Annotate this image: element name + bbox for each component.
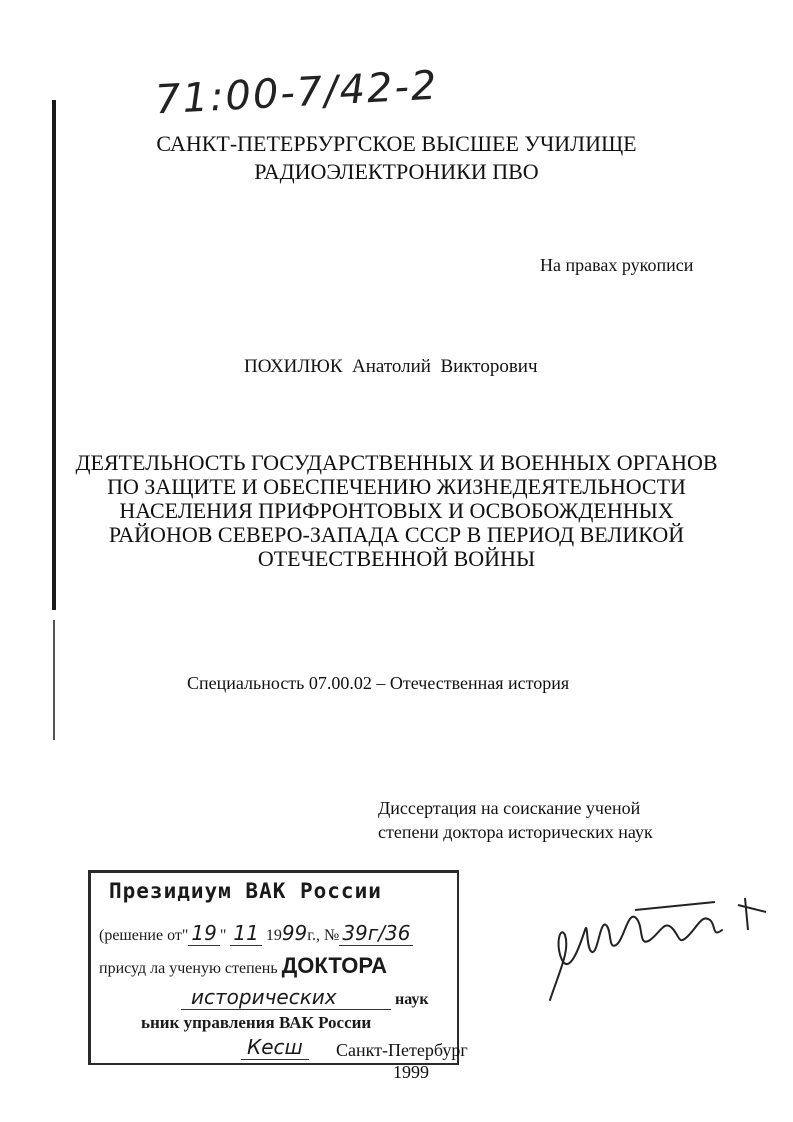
title-line: ДЕЯТЕЛЬНОСТЬ ГОСУДАРСТВЕННЫХ И ВОЕННЫХ ОРГАНОВ: [75, 450, 718, 475]
stamp-awarded: [99, 953, 387, 979]
institution-name: [0, 130, 793, 186]
archive-number: 71:00-7/42-2: [153, 62, 440, 124]
stamp-head: ьник управления ВАК России: [141, 1013, 372, 1032]
decision-year-mark: г., №: [307, 927, 340, 944]
awarded-prefix: присуд: [99, 960, 147, 977]
decision-day: 19: [188, 921, 219, 946]
manuscript-rights: На правах рукописи: [540, 255, 694, 275]
title-line: ПО ЗАЩИТЕ И ОБЕСПЕЧЕНИЮ ЖИЗНЕДЕЯТЕЛЬНОСТИ: [107, 474, 686, 499]
stamp-decision: [99, 921, 413, 946]
scan-edge-mark-lower: [53, 620, 55, 740]
decision-prefix: (решение от": [99, 927, 189, 944]
decision-number: 39г/36: [339, 921, 413, 946]
decision-year: 99: [281, 921, 308, 945]
title-line: РАЙОНОВ СЕВЕРО-ЗАПАДА СССР В ПЕРИОД ВЕЛИКОЙ: [108, 522, 685, 547]
title-line: ОТЕЧЕСТВЕННОЙ ВОЙНЫ: [257, 546, 536, 571]
science-handwritten: исторических: [181, 985, 391, 1010]
decision-month: 11: [230, 921, 261, 946]
stamp-title: Президиум ВАК России: [109, 879, 382, 903]
degree-line-2: степени доктора исторических наук: [378, 822, 653, 842]
institution-line-2: РАДИОЭЛЕКТРОНИКИ ПВО: [254, 159, 539, 184]
degree-line-1: Диссертация на соискание ученой: [378, 798, 641, 818]
vak-stamp: [88, 870, 459, 1065]
title-line: НАСЕЛЕНИЯ ПРИФРОНТОВЫХ И ОСВОБОЖДЕННЫХ: [119, 498, 674, 523]
author-name: ПОХИЛЮК Анатолий Викторович: [244, 356, 538, 377]
decision-year-prefix: 19: [265, 927, 282, 944]
stamp-science: [181, 985, 429, 1010]
year: 1999: [393, 1062, 429, 1082]
dissertation-title: [0, 451, 793, 571]
author-signature: [540, 890, 770, 1010]
degree-statement: [378, 796, 653, 844]
specialty: Специальность 07.00.02 – Отечественная история: [187, 673, 570, 693]
awarded-middle: ла ученую степень: [150, 960, 278, 977]
science-label: наук: [395, 991, 429, 1008]
institution-line-1: САНКТ-ПЕТЕРБУРГСКОЕ ВЫСШЕЕ УЧИЛИЩЕ: [156, 131, 637, 156]
decision-quote: ": [219, 927, 227, 944]
city: Санкт-Петербург: [336, 1040, 468, 1060]
stamp-signature: Кесш: [241, 1035, 309, 1060]
awarded-degree: ДОКТОРА: [281, 953, 388, 978]
